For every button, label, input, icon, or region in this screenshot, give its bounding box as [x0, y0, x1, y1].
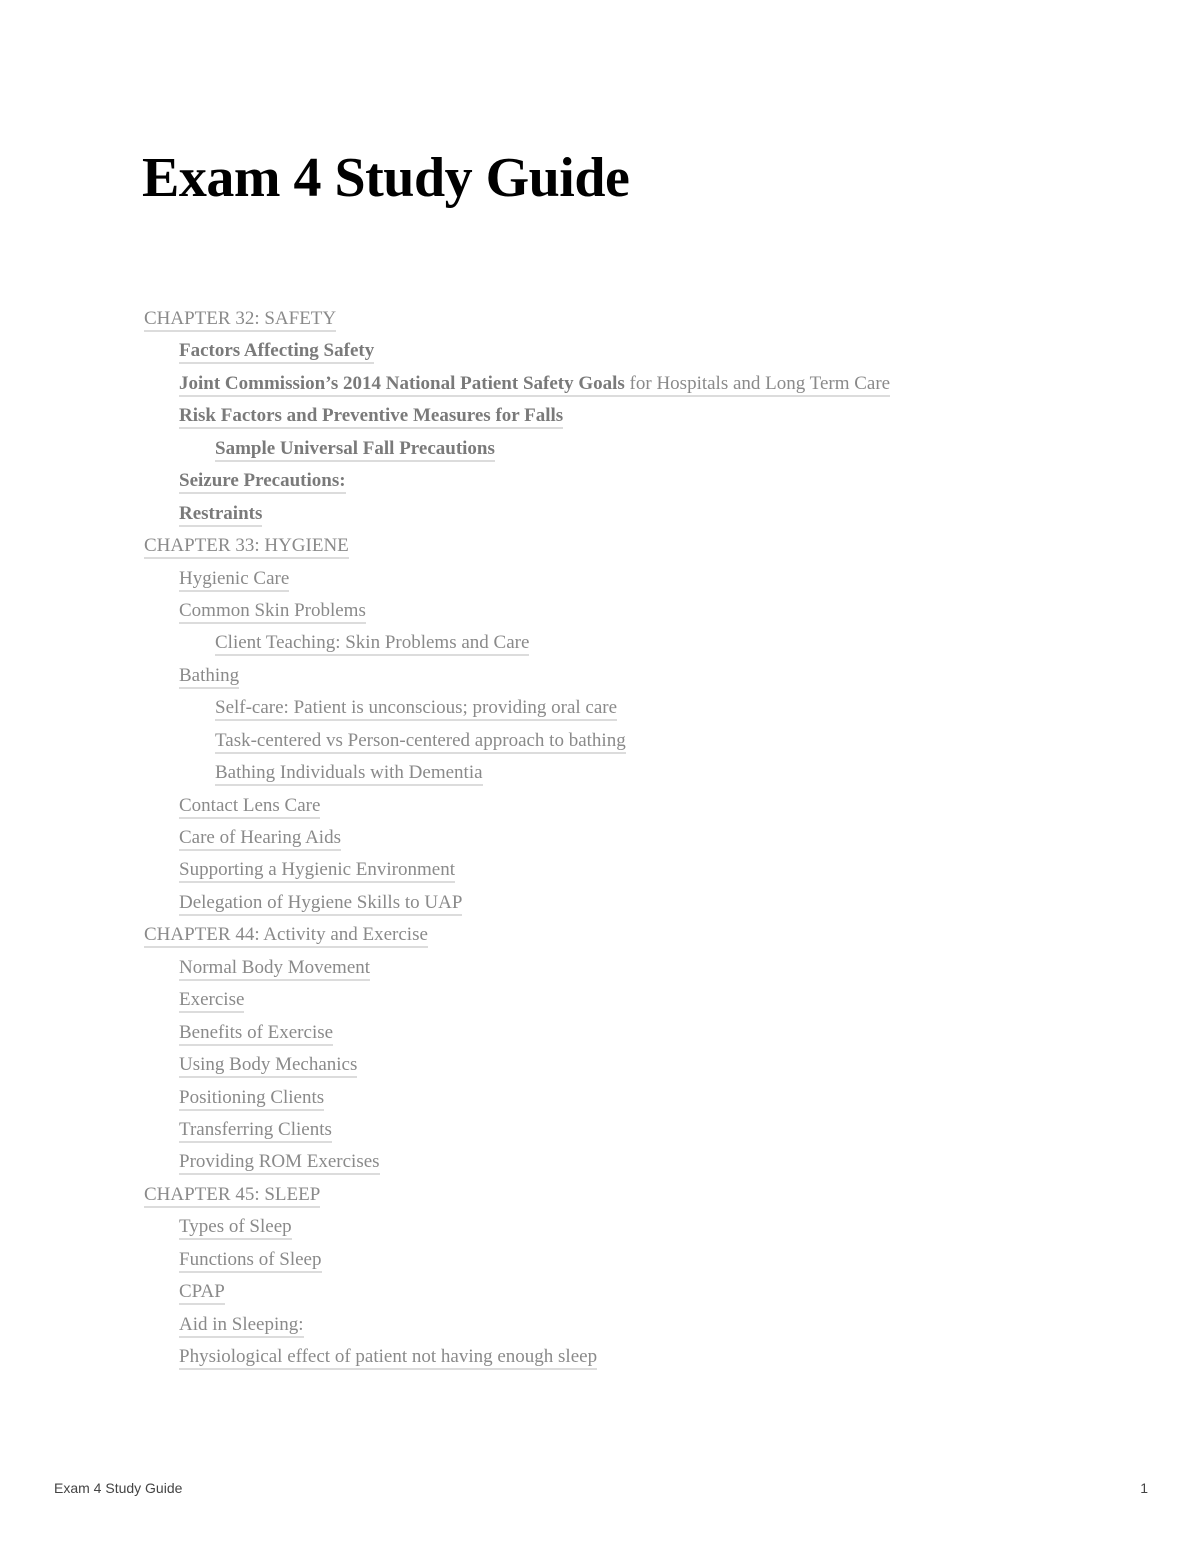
toc-entry [144, 694, 1104, 726]
toc-chapter-entry [144, 921, 1104, 953]
toc-link-text: for Hospitals and Long Term Care [624, 372, 891, 394]
toc-entry [144, 467, 1104, 499]
toc-link-text: Task-centered vs Person-centered approach to bathing [215, 729, 626, 751]
toc-link-text: Supporting a Hygienic Environment [179, 859, 455, 881]
toc-link-text: Client Teaching: Skin Problems and Care [215, 632, 530, 654]
toc-link-text: Functions of Sleep [179, 1248, 322, 1270]
toc-link-text: Aid in Sleeping: [179, 1313, 304, 1335]
toc-entry [144, 1019, 1104, 1051]
toc-link[interactable] [144, 535, 349, 559]
toc-link[interactable] [144, 308, 336, 332]
toc-entry [144, 435, 1104, 467]
toc-link[interactable] [179, 470, 346, 494]
toc-entry [144, 1051, 1104, 1083]
toc-entry [144, 1311, 1104, 1343]
toc-chapter-entry [144, 1181, 1104, 1213]
toc-link[interactable] [179, 1151, 380, 1175]
toc-link[interactable] [144, 1184, 320, 1208]
toc-link-text: Exercise [179, 989, 245, 1011]
toc-link-text: Physiological effect of patient not having enough sleep [179, 1346, 598, 1367]
toc-link-text: Normal Body Movement [179, 956, 371, 978]
toc-link-bold-text: Seizure Precautions: [179, 470, 346, 492]
page-title: Exam 4 Study Guide [142, 147, 630, 209]
toc-entry [144, 1148, 1104, 1180]
toc-link-text: CHAPTER 33: HYGIENE [144, 535, 349, 557]
toc-entry [144, 759, 1104, 791]
toc-link[interactable] [179, 1281, 225, 1305]
toc-link[interactable] [215, 438, 495, 462]
toc-entry [144, 1278, 1104, 1310]
toc-link[interactable] [179, 1249, 322, 1273]
toc-entry [144, 727, 1104, 759]
toc-chapter-entry [144, 532, 1104, 564]
toc-link[interactable] [144, 924, 428, 948]
toc-entry [144, 889, 1104, 921]
toc-link-text: CHAPTER 32: SAFETY [144, 308, 337, 329]
toc-link[interactable] [179, 503, 262, 527]
toc-link[interactable] [179, 795, 320, 819]
toc-link-bold-text: Risk Factors and Preventive Measures for Falls [179, 405, 564, 427]
toc-link-bold-text: Factors Affecting Safety [179, 340, 375, 362]
toc-entry [144, 597, 1104, 629]
toc-link[interactable] [179, 1054, 357, 1078]
toc-link-text: CPAP [179, 1281, 225, 1303]
toc-link-text: Benefits of Exercise [179, 1021, 334, 1043]
toc-link-text: Types of Sleep [179, 1216, 292, 1238]
toc-link[interactable] [179, 568, 289, 592]
toc-link[interactable] [179, 827, 341, 851]
toc-entry [144, 629, 1104, 661]
toc-link[interactable] [179, 373, 890, 397]
toc-entry [144, 986, 1104, 1018]
toc-entry [144, 402, 1104, 434]
toc-entry [144, 370, 1104, 402]
toc-link[interactable] [179, 1022, 333, 1046]
toc-chapter-entry [144, 305, 1104, 337]
toc-entry [144, 500, 1104, 532]
toc-entry [144, 856, 1104, 888]
toc-link-text: Care of Hearing Aids [179, 827, 341, 848]
toc-entry [144, 1246, 1104, 1278]
toc-link[interactable] [179, 1314, 304, 1338]
toc-link[interactable] [179, 600, 366, 624]
toc-link[interactable] [215, 632, 529, 656]
toc-link[interactable] [179, 859, 455, 883]
toc-link-text: Using Body Mechanics [179, 1054, 358, 1076]
toc-entry [144, 1116, 1104, 1148]
toc-link[interactable] [179, 989, 244, 1013]
toc-link[interactable] [179, 957, 370, 981]
toc-link-text: CHAPTER 45: SLEEP [144, 1183, 321, 1205]
toc-link[interactable] [179, 340, 374, 364]
footer-document-title: Exam 4 Study Guide [54, 1480, 183, 1496]
toc-link[interactable] [179, 1346, 597, 1370]
toc-link[interactable] [179, 892, 462, 916]
toc-entry [144, 954, 1104, 986]
toc-entry [144, 1084, 1104, 1116]
toc-link[interactable] [215, 762, 483, 786]
toc-link[interactable] [179, 405, 563, 429]
toc-entry [144, 1213, 1104, 1245]
toc-link[interactable] [215, 697, 617, 721]
toc-link[interactable] [179, 1216, 292, 1240]
toc-link-text: CHAPTER 44: Activity and Exercise [144, 924, 428, 946]
toc-link-text: Delegation of Hygiene Skills to UAP [179, 891, 463, 913]
toc-entry [144, 565, 1104, 597]
table-of-contents [144, 305, 1104, 1375]
toc-link-text: Providing ROM Exercises [179, 1151, 380, 1173]
toc-link-text: Transferring Clients [179, 1118, 332, 1140]
toc-link-text: Hygienic Care [179, 567, 290, 589]
toc-link-bold-text: Sample Universal Fall Precautions [215, 437, 495, 459]
toc-link-text: Contact Lens Care [179, 794, 321, 816]
toc-link-bold-text: Restraints [179, 502, 263, 524]
toc-entry [144, 792, 1104, 824]
toc-link[interactable] [179, 1119, 332, 1143]
footer-page-number: 1 [1140, 1480, 1148, 1496]
toc-link[interactable] [215, 730, 626, 754]
toc-entry [144, 824, 1104, 856]
toc-link-text: Bathing Individuals with Dementia [215, 762, 483, 784]
toc-link-text: Positioning Clients [179, 1086, 325, 1108]
toc-entry [144, 662, 1104, 694]
toc-link-text: Self-care: Patient is unconscious; providing oral care [215, 697, 618, 719]
toc-link[interactable] [179, 665, 239, 689]
toc-link-text: Bathing [179, 664, 240, 686]
toc-link[interactable] [179, 1087, 324, 1111]
toc-link-bold-text: Joint Commission’s 2014 National Patient Safety Goals [179, 372, 625, 394]
toc-entry [144, 337, 1104, 369]
toc-link-text: Common Skin Problems [179, 599, 366, 621]
toc-entry [144, 1343, 1104, 1375]
